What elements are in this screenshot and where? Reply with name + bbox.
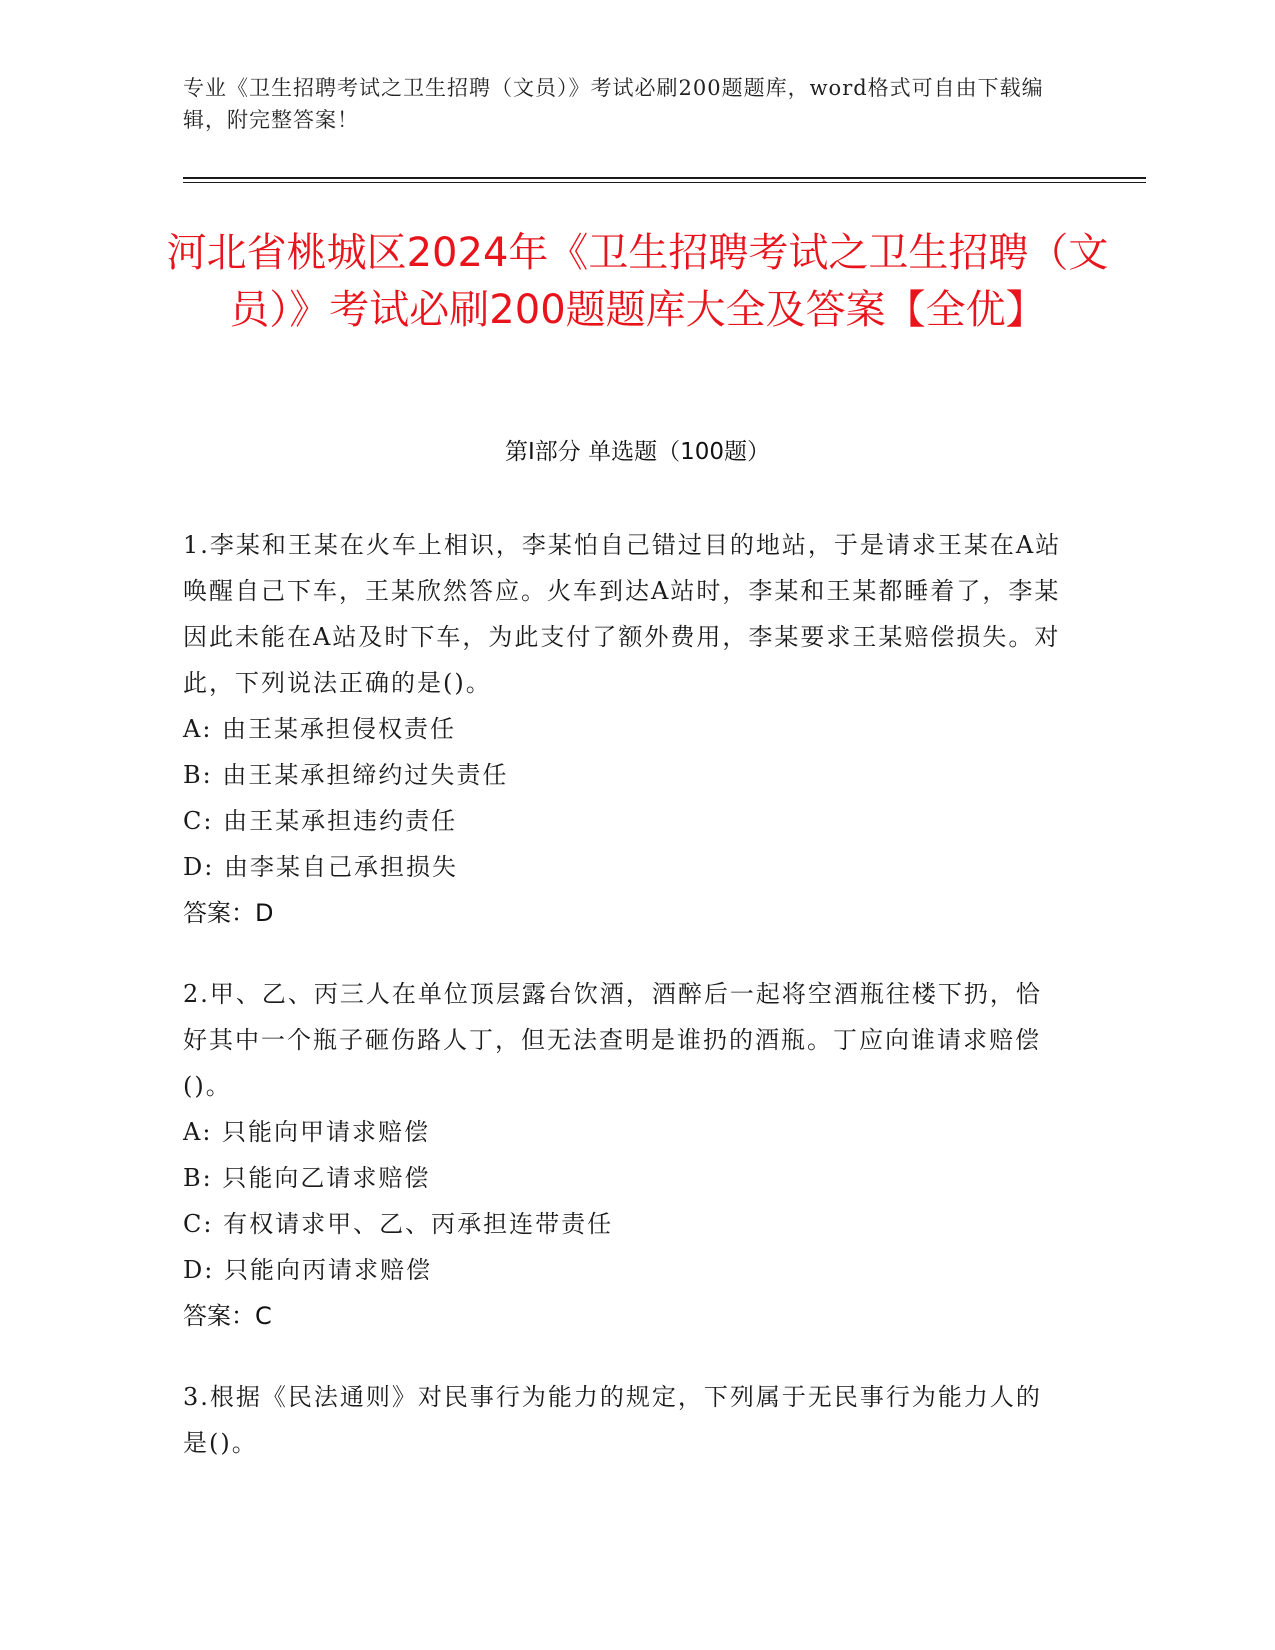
question-2 (183, 971, 1063, 1339)
document-title: 河北省桃城区2024年《卫生招聘考试之卫生招聘（文员）》考试必刷200题题库大全及答案【全优】 (166, 230, 1109, 333)
question-stem: 2.甲、乙、丙三人在单位顶层露台饮酒，酒醉后一起将空酒瓶往楼下扔，恰好其中一个瓶子砸伤路人丁，但无法查明是谁扔的酒瓶。丁应向谁请求赔偿()。 (183, 980, 1042, 1100)
answer: 答案：D (183, 899, 274, 927)
question-stem: 1.李某和王某在火车上相识，李某怕自己错过目的地站，于是请求王某在A站唤醒自己下车，王某欣然答应。火车到达A站时，李某和王某都睡着了，李某因此未能在A站及时下车，为此支付了额外费用，李某要求王某赔偿损失。对此，下列说法正确的是()。 (183, 531, 1062, 697)
option-a: A: 由王某承担侵权责任 (183, 715, 457, 743)
question-1 (183, 522, 1063, 936)
option-c: C: 由王某承担违约责任 (183, 807, 458, 835)
section-title: 第Ⅰ部分 单选题（100题） (505, 439, 770, 465)
header-rule-thin (183, 182, 1146, 183)
page-header: 专业《卫生招聘考试之卫生招聘（文员）》考试必刷200题题库，word格式可自由下载编辑，附完整答案！ (183, 76, 1044, 132)
header-rule-thick (183, 177, 1146, 179)
option-b: B: 由王某承担缔约过失责任 (183, 761, 509, 789)
option-b: B: 只能向乙请求赔偿 (183, 1164, 431, 1192)
option-a: A: 只能向甲请求赔偿 (183, 1118, 431, 1146)
option-d: D: 只能向丙请求赔偿 (183, 1256, 432, 1284)
question-list (183, 522, 1063, 1501)
question-stem: 3.根据《民法通则》对民事行为能力的规定，下列属于无民事行为能力人的是()。 (183, 1383, 1042, 1457)
option-d: D: 由李某自己承担损失 (183, 853, 458, 881)
question-3 (183, 1374, 1063, 1466)
option-c: C: 有权请求甲、乙、丙承担连带责任 (183, 1210, 614, 1238)
answer: 答案：C (183, 1302, 272, 1330)
